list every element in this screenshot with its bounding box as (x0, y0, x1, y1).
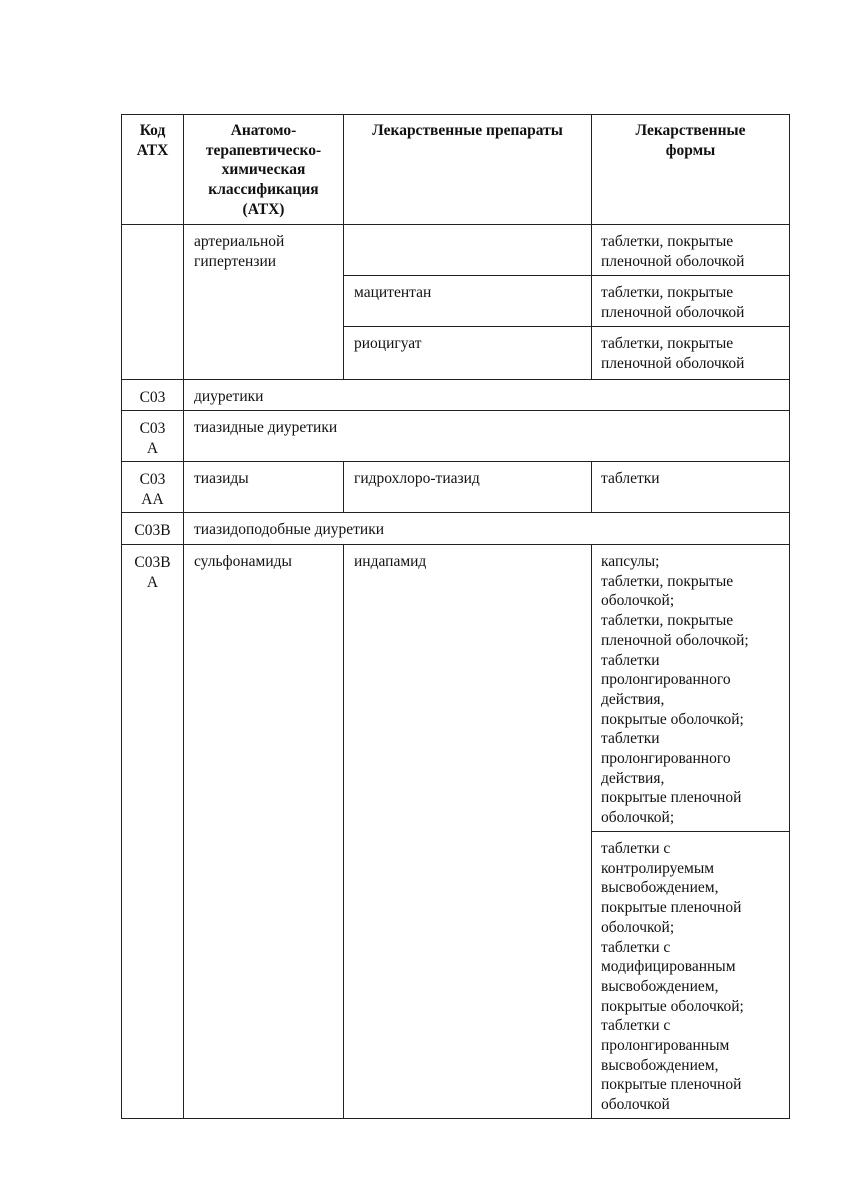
table-row (122, 545, 790, 832)
table-row (122, 462, 790, 513)
classification-cell-wide (184, 411, 790, 462)
form-text: таблетки с контролируемым высвобождением, покрытые пленочной оболочкой; таблетки с модифицированным высвобождением, покрытые оболочкой; таблетки с пролонгированным высвобождением, покрытые пленочной оболочкой (601, 840, 744, 1114)
header-forms-label: Лекарственные формы (635, 122, 746, 159)
form-cell (592, 327, 790, 380)
classification-text: тиазиды (194, 470, 249, 487)
table-row (122, 513, 790, 545)
drug-cell (344, 276, 592, 327)
form-text: таблетки, покрытые пленочной оболочкой (601, 284, 745, 321)
form-cell (592, 225, 790, 276)
header-classification-label: Анатомо- терапевтическо- химическая классификация (ATX) (205, 122, 322, 218)
header-cell-drugs (344, 115, 592, 225)
drug-name: мацитентан (354, 284, 432, 301)
header-code-label: Код ATX (136, 122, 169, 159)
classification-cell (184, 225, 344, 380)
form-text: таблетки (601, 470, 660, 487)
form-cell (592, 462, 790, 513)
atx-drug-table (121, 114, 790, 1119)
drug-name: индапамид (354, 553, 427, 570)
code-cell (122, 380, 184, 411)
atx-code: C03B (134, 522, 171, 539)
classification-text: сульфонамиды (194, 553, 292, 570)
code-cell (122, 545, 184, 1119)
atx-code: C03 AA (139, 471, 166, 508)
table-row (122, 411, 790, 462)
form-cell (592, 276, 790, 327)
form-cell (592, 545, 790, 832)
drug-cell (344, 327, 592, 380)
classification-text: диуретики (194, 388, 264, 405)
header-cell-classification (184, 115, 344, 225)
atx-code: C03 A (139, 420, 166, 457)
form-cell (592, 832, 790, 1119)
form-text: таблетки, покрытые пленочной оболочкой (601, 335, 745, 372)
drug-cell (344, 545, 592, 1119)
header-drugs-label: Лекарственные препараты (372, 122, 563, 139)
code-cell (122, 462, 184, 513)
header-cell-forms (592, 115, 790, 225)
header-cell-code (122, 115, 184, 225)
form-text: капсулы; таблетки, покрытые оболочкой; таблетки, покрытые пленочной оболочкой; таблетки пролонгированного действия, покрытые оболочкой; таблетки пролонгированного действия, покрытые пленочной оболочкой; (601, 553, 749, 827)
drug-name: гидрохлоро-тиазид (354, 470, 480, 487)
table-header-row (122, 115, 790, 225)
drug-cell (344, 462, 592, 513)
code-cell (122, 411, 184, 462)
classification-cell-wide (184, 380, 790, 411)
classification-text: артериальной гипертензии (194, 233, 285, 270)
table-row (122, 380, 790, 411)
classification-text: тиазидоподобные диуретики (194, 521, 385, 538)
table-row (122, 225, 790, 276)
code-cell-empty (122, 225, 184, 380)
classification-cell (184, 462, 344, 513)
classification-text: тиазидные диуретики (194, 419, 338, 436)
form-text: таблетки, покрытые пленочной оболочкой (601, 233, 745, 270)
code-cell (122, 513, 184, 545)
atx-code: C03B A (134, 554, 171, 591)
classification-cell (184, 545, 344, 1119)
classification-cell-wide (184, 513, 790, 545)
atx-code: C03 (139, 389, 166, 406)
drug-name: риоцигуат (354, 335, 422, 352)
drug-cell-empty (344, 225, 592, 276)
